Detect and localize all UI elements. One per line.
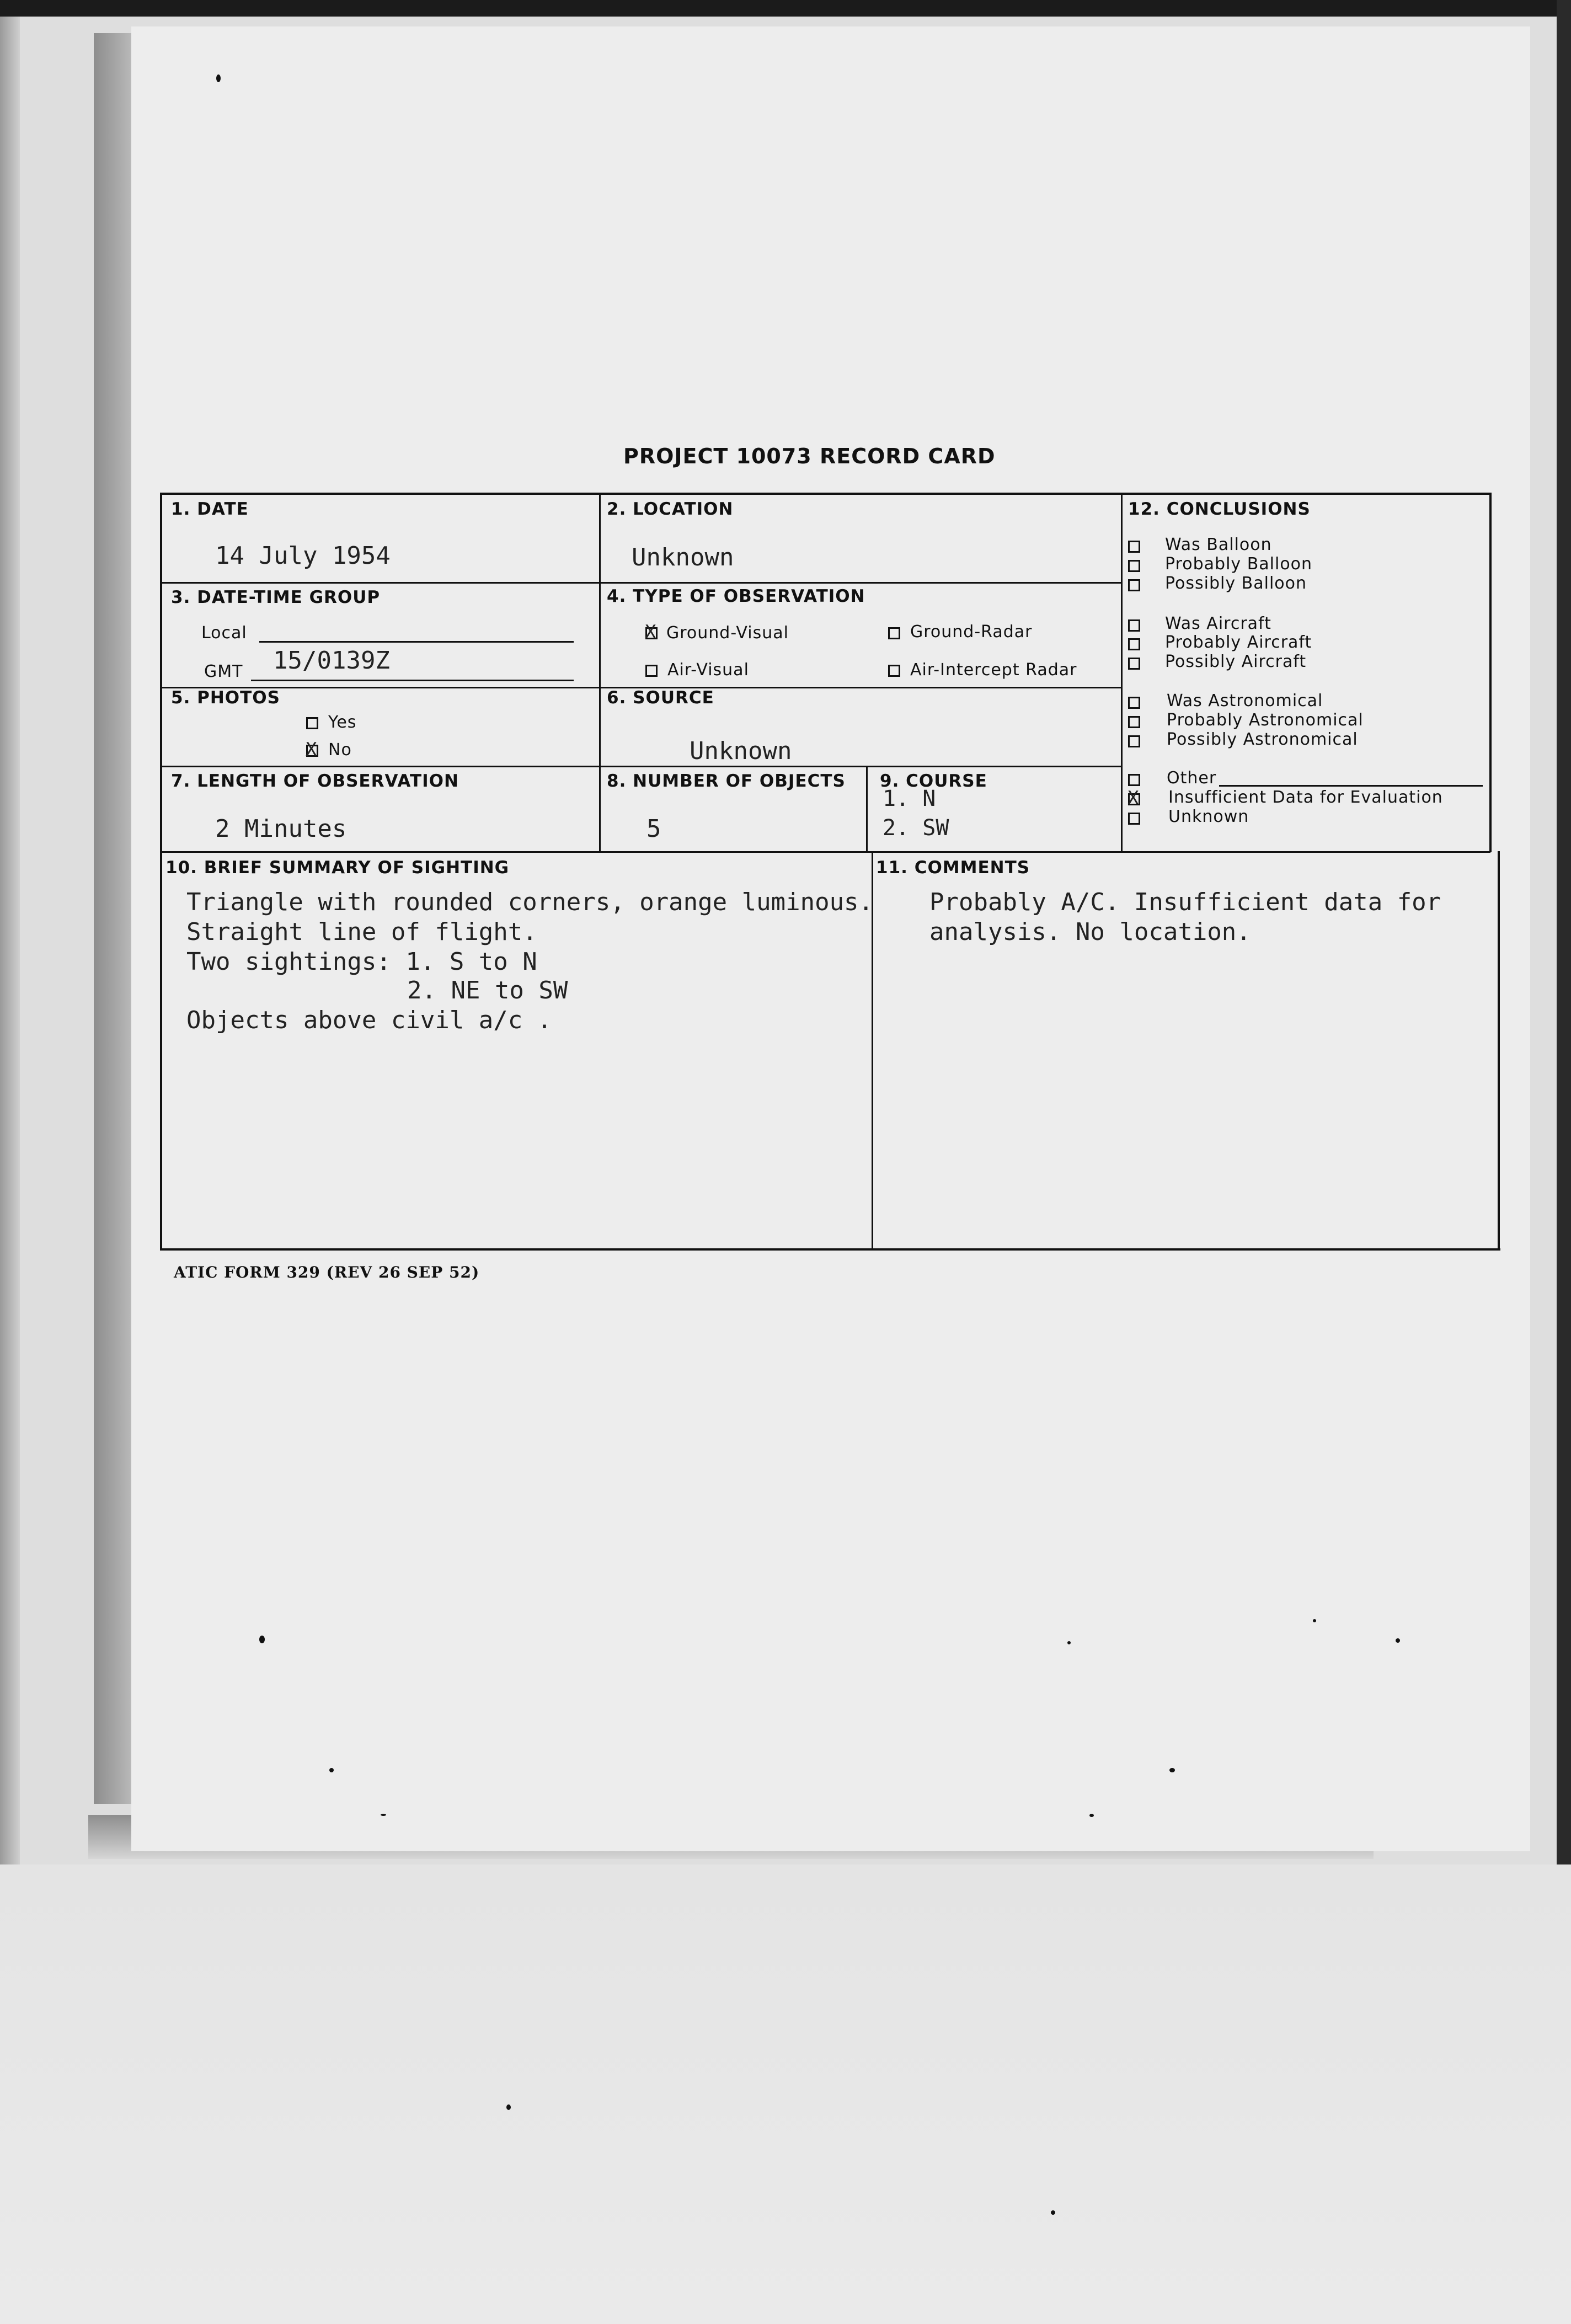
photos-no-label: No <box>328 740 352 760</box>
summary-line-4: 2. NE to SW <box>407 976 568 1005</box>
air-visual-checkbox[interactable] <box>645 665 658 677</box>
photos-yes-checkbox[interactable] <box>306 717 318 729</box>
probably-astronomical-checkbox[interactable] <box>1128 716 1140 728</box>
ground-visual-label: Ground-Visual <box>666 623 789 643</box>
possibly-astronomical-checkbox[interactable] <box>1128 735 1140 747</box>
local-time-label: Local <box>201 623 247 643</box>
possibly-astronomical-label: Possibly Astronomical <box>1167 730 1358 749</box>
number-of-objects-value: 5 <box>646 815 661 843</box>
probably-balloon-label: Probably Balloon <box>1165 554 1313 574</box>
air-intercept-radar-label: Air-Intercept Radar <box>910 660 1077 680</box>
scan-speck <box>216 74 221 82</box>
insufficient-data-checkbox[interactable] <box>1128 793 1140 805</box>
scan-speck <box>1051 2210 1055 2215</box>
divider-col-1 <box>599 493 601 852</box>
divider-conclusions <box>1121 493 1123 852</box>
was-balloon-label: Was Balloon <box>1165 535 1272 554</box>
course-line-2: 2. SW <box>883 815 949 841</box>
scan-speck <box>1067 1641 1071 1644</box>
scan-speck <box>1169 1768 1175 1772</box>
summary-line-5: Objects above civil a/c . <box>186 1006 552 1034</box>
conclusions-label: 12. CONCLUSIONS <box>1128 499 1311 519</box>
divider-objects-course <box>866 767 868 852</box>
number-of-objects-label: 8. NUMBER OF OBJECTS <box>607 771 846 791</box>
location-value: Unknown <box>632 543 734 571</box>
scan-speck <box>259 1636 265 1643</box>
form-border-bottom <box>160 1248 1500 1251</box>
scan-speck <box>506 2104 511 2110</box>
photos-label: 5. PHOTOS <box>171 688 280 708</box>
form-border-top <box>160 493 1490 495</box>
comments-line-2: analysis. No location. <box>929 918 1251 946</box>
form-border-right-lower <box>1498 851 1500 1251</box>
length-of-observation-value: 2 Minutes <box>215 815 347 843</box>
summary-line-2: Straight line of flight. <box>186 918 537 946</box>
was-astronomical-checkbox[interactable] <box>1128 697 1140 709</box>
ground-visual-checkbox[interactable] <box>645 627 658 639</box>
was-aircraft-checkbox[interactable] <box>1128 619 1140 632</box>
form-border-right-upper <box>1489 493 1492 852</box>
course-line-1: 1. N <box>883 786 936 811</box>
row-divider-1 <box>160 582 1121 584</box>
unknown-label: Unknown <box>1168 807 1249 826</box>
other-line <box>1219 785 1483 787</box>
scan-speck <box>1313 1619 1316 1622</box>
summary-line-1: Triangle with rounded corners, orange luminous. <box>186 888 874 916</box>
possibly-balloon-label: Possibly Balloon <box>1165 574 1307 593</box>
unknown-checkbox[interactable] <box>1128 813 1140 825</box>
possibly-aircraft-label: Possibly Aircraft <box>1165 652 1307 671</box>
summary-line-3: Two sightings: 1. S to N <box>186 948 537 976</box>
date-time-group-label: 3. DATE-TIME GROUP <box>171 587 381 607</box>
insufficient-data-label: Insufficient Data for Evaluation <box>1168 788 1443 807</box>
comments-line-1: Probably A/C. Insufficient data for <box>929 888 1441 916</box>
source-label: 6. SOURCE <box>607 688 714 708</box>
other-label: Other <box>1167 768 1217 788</box>
date-value: 14 July 1954 <box>215 542 391 570</box>
was-astronomical-label: Was Astronomical <box>1167 691 1323 710</box>
source-value: Unknown <box>690 737 792 765</box>
row-divider-3 <box>160 766 1121 767</box>
form-number: ATIC FORM 329 (REV 26 SEP 52) <box>174 1263 480 1281</box>
scan-speck <box>1089 1814 1094 1817</box>
air-visual-label: Air-Visual <box>667 660 749 680</box>
form-border-left <box>160 493 162 1251</box>
photos-yes-label: Yes <box>328 713 357 732</box>
card-title: PROJECT 10073 RECORD CARD <box>623 444 996 468</box>
other-checkbox[interactable] <box>1128 774 1140 786</box>
location-label: 2. LOCATION <box>607 499 734 519</box>
local-time-line <box>259 641 574 643</box>
gmt-value: 15/0139Z <box>273 647 390 675</box>
was-balloon-checkbox[interactable] <box>1128 541 1140 553</box>
possibly-balloon-checkbox[interactable] <box>1128 579 1140 591</box>
probably-balloon-checkbox[interactable] <box>1128 560 1140 572</box>
air-intercept-radar-checkbox[interactable] <box>888 665 900 677</box>
type-of-observation-label: 4. TYPE OF OBSERVATION <box>607 586 865 606</box>
comments-label: 11. COMMENTS <box>876 858 1030 878</box>
brief-summary-label: 10. BRIEF SUMMARY OF SIGHTING <box>165 858 510 878</box>
course-label: 9. COURSE <box>880 771 987 791</box>
photos-no-checkbox[interactable] <box>306 745 318 757</box>
scan-speck <box>1396 1638 1400 1643</box>
scan-speck <box>329 1768 334 1772</box>
gmt-label: GMT <box>204 662 243 681</box>
scan-speck <box>381 1814 386 1816</box>
probably-aircraft-checkbox[interactable] <box>1128 638 1140 650</box>
length-of-observation-label: 7. LENGTH OF OBSERVATION <box>171 771 459 791</box>
gmt-line <box>251 680 574 681</box>
probably-astronomical-label: Probably Astronomical <box>1167 710 1364 730</box>
probably-aircraft-label: Probably Aircraft <box>1165 633 1312 652</box>
ground-radar-label: Ground-Radar <box>910 622 1033 642</box>
was-aircraft-label: Was Aircraft <box>1165 614 1271 633</box>
row-divider-4 <box>160 851 1490 853</box>
possibly-aircraft-checkbox[interactable] <box>1128 658 1140 670</box>
ground-radar-checkbox[interactable] <box>888 627 900 639</box>
date-label: 1. DATE <box>171 499 249 519</box>
